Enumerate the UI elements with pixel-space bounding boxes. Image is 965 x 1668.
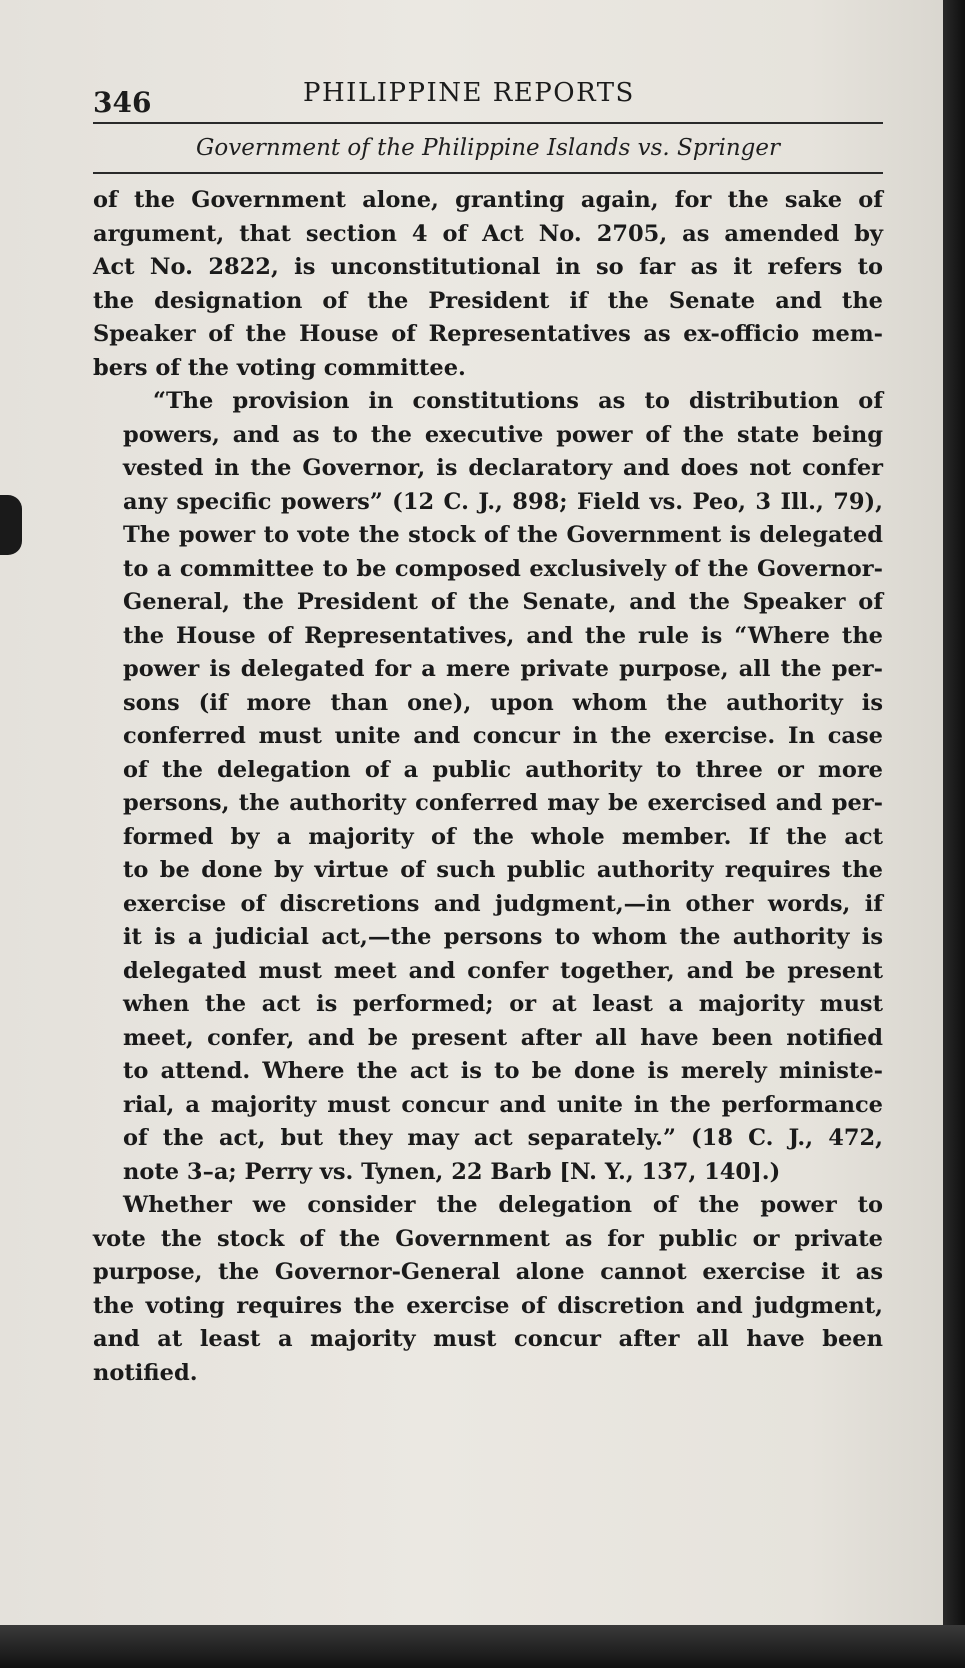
text-line: rial, a majority must concur and unite in the performance: [123, 1091, 883, 1118]
book-edge-shadow: [943, 0, 965, 1668]
text-line: General, the President of the Senate, and the Speaker of: [123, 589, 883, 615]
text-line: when the act is performed; or at least a majority must: [123, 991, 883, 1017]
text-line: any specific powers” (12 C. J., 898; Field vs. Peo, 3 Ill., 79),: [123, 488, 883, 515]
text-line: it is a judicial act,—the persons to whom the authority is: [123, 924, 883, 950]
text-line: of the delegation of a public authority to three or more: [123, 756, 883, 783]
page-number: 346: [93, 86, 152, 119]
binding-shadow: [0, 495, 22, 555]
text-line: to attend. Where the act is to be done is merely ministe-: [123, 1058, 883, 1084]
text-line: sons (if more than one), upon whom the authority is: [123, 689, 883, 716]
text-line: formed by a majority of the whole member. If the act: [123, 823, 883, 850]
page-header: [93, 72, 883, 124]
text-line: to be done by virtue of such public authority requires the: [123, 857, 883, 883]
text-line: notified.: [93, 1359, 198, 1386]
text-line: delegated must meet and confer together, and be present: [123, 957, 883, 984]
text-line: meet, confer, and be present after all have been notified: [123, 1024, 883, 1051]
text-line: of the Government alone, granting again, for the sake of: [93, 187, 883, 213]
text-line: The power to vote the stock of the Government is delegated: [123, 522, 883, 548]
text-line: the designation of the President if the Senate and the: [93, 287, 883, 314]
text-line: and at least a majority must concur after all have been: [93, 1326, 883, 1352]
text-line: “The provision in constitutions as to distribution of: [153, 388, 883, 414]
text-line: bers of the voting committee.: [93, 354, 466, 381]
text-line: Whether we consider the delegation of the power to: [123, 1192, 883, 1218]
scan-bottom-edge: [0, 1625, 965, 1668]
text-line: Speaker of the House of Representatives as ex-officio mem-: [93, 321, 883, 347]
text-line: exercise of discretions and judgment,—in other words, if: [123, 890, 883, 917]
text-line: powers, and as to the executive power of the state being: [123, 421, 883, 448]
text-line: vote the stock of the Government as for public or private: [93, 1225, 883, 1252]
text-line: argument, that section 4 of Act No. 2705, as amended by: [93, 220, 883, 247]
text-line: of the act, but they may act separately.” (18 C. J., 472,: [123, 1125, 883, 1151]
paragraph-3: [93, 1189, 883, 1390]
text-line: conferred must unite and concur in the exercise. In case: [123, 723, 883, 749]
paragraph-1: [93, 184, 883, 385]
text-line: purpose, the Governor-General alone cannot exercise it as: [93, 1259, 883, 1285]
body-text: [93, 184, 883, 1390]
text-line: vested in the Governor, is declaratory and does not confer: [123, 455, 883, 481]
case-title: Government of the Philippine Islands vs. Springer: [93, 130, 883, 174]
text-line: power is delegated for a mere private purpose, all the per-: [123, 656, 883, 682]
text-line: note 3–a; Perry vs. Tynen, 22 Barb [N. Y., 137, 140].): [123, 1158, 781, 1185]
text-line: Act No. 2822, is unconstitutional in so far as it refers to: [93, 254, 883, 280]
text-line: the House of Representatives, and the rule is “Where the: [123, 622, 883, 649]
text-line: to a committee to be composed exclusively of the Governor-: [123, 555, 883, 582]
paragraph-2: [93, 385, 883, 1189]
text-line: persons, the authority conferred may be exercised and per-: [123, 790, 883, 816]
text-line: the voting requires the exercise of discretion and judgment,: [93, 1292, 883, 1319]
running-title: PHILIPPINE REPORTS: [303, 78, 635, 108]
